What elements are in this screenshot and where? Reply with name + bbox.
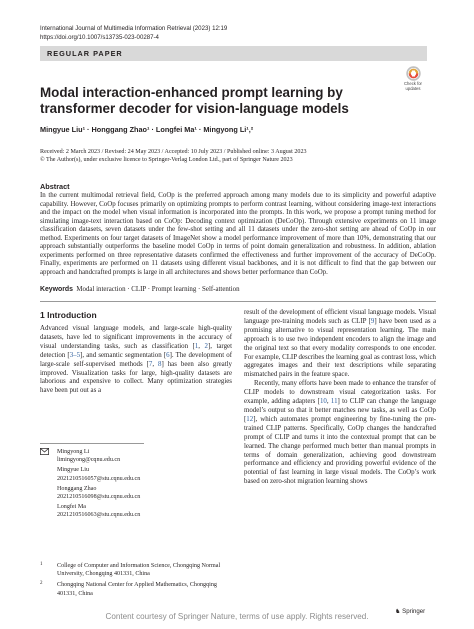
citation-link[interactable]: 11 [330,398,338,406]
badge-line1: Check for [404,81,422,86]
citation-link[interactable]: 2 [204,342,208,350]
author-name: Mingyong Li [57,449,90,455]
citation-link[interactable]: 3–5 [69,351,81,359]
footnote-divider [40,443,144,444]
keywords-list: Modal interaction · CLIP · Prompt learning · Self-attention [76,286,240,293]
abstract-text: In the current multimodal retrieval field, CoOp is the preferred approach among many models due to its simplicity and powerful adaptive capability. However, CoOp focuses primarily on optimizing prompts to perform contrast learning, without considering image-text interactions and the impact on the model when visual information is incorporated into the prompts. In this work, we propose a prompt tuning method for simulating image-text interaction based on CoOp: Decoding context optimization (DeCoOp). Through extensive experiments on 11 image classification datasets, seven datasets under the few-shot setting and all 11 datasets under the zero-shot setting are ahead of CoOp in our method. Experiments on four target datasets of ImageNet show a model performance improvement of more than 10%, demonstrating that our approach substantially outperforms the baseline model CoOp in terms of point domain generalization and robustness. In addition, ablation experiments performed on three representative datasets confirmed the effectiveness and further improvement of the accuracy of DeCoOp. Finally, experiments are performed on 11 datasets using different visual backbones, and it is not difficult to find that the gap between our approach and handcrafted prompts is large in all architectures and shows better performance than CoOp. [40,192,436,276]
journal-citation: International Journal of Multimedia Information Retrieval (2023) 12:19 [40,25,228,32]
history-dates: Received: 2 March 2023 / Revised: 24 May 2023 / Accepted: 10 July 2023 / Published online: 3 August 2023 [40,149,307,155]
intro-paragraph-1: Advanced visual language models, and large-scale high-quality datasets, have led to significant improvements in the accuracy of visual understanding tasks, such as classification [1, 2], target detection [3–5], and semantic segmentation [6]. The development of large-scale self-supervised methods [7, 8] has been also greatly improved. Visualization tasks for large, high-quality datasets are laborious and expensive to collect. Many optimization strategies have been put out as a [40,325,233,395]
author-email[interactable]: 2021210516063@stu.cqnu.edu.cn [57,512,141,519]
affiliation-text: Chongqing National Center for Applied Mathematics, Chongqing 401331, China [57,582,217,597]
article-type-banner: REGULAR PAPER [40,46,427,61]
publisher-name: Springer [402,608,426,615]
author-name: Longfei Ma [57,504,86,511]
affiliation-number: 2 [40,581,43,587]
abstract-heading: Abstract [40,182,70,191]
author-email[interactable]: 2021210516098@stu.cqnu.edu.cn [57,494,141,501]
citation-link[interactable]: 1 [194,342,199,350]
author-name: Mingyue Liu [57,467,89,474]
left-column [40,325,232,396]
citation-link[interactable]: 7 [148,360,153,368]
citation-link[interactable]: 10 [319,398,327,406]
affiliation-item [40,581,232,597]
citation-link[interactable]: 9 [370,317,375,325]
envelope-icon [40,448,49,455]
section-heading-introduction: 1 Introduction [40,310,97,320]
intro-paragraph-1-cont: result of the development of efficient visual language models. Visual language pre-training models such as CLIP [9] have been used as a promising alternative to visual representation learning. The main approach is to use two independent encoders to align the image and the original text so that every modality corresponds to one encoder. For example, CLIP describes the learning goal as contrast loss, which aggregates images and their text descriptions while separating mismatched pairs in the feature space. [244,309,437,379]
author-email[interactable]: 2021210516057@stu.cqnu.edu.cn [57,475,141,482]
courtesy-watermark: Content courtesy of Springer Nature, terms of use apply. Rights reserved. [105,612,369,621]
affiliations [40,562,232,601]
doi-link[interactable]: https://doi.org/10.1007/s13735-023-00287-4 [40,33,159,41]
journal-header [40,25,227,42]
affiliation-item [40,562,232,578]
affiliation-text: College of Computer and Information Science, Chongqing Normal University, Chongqing 401331, China [57,563,221,578]
check-for-updates-badge[interactable] [399,66,427,92]
citation-link[interactable]: 6 [166,351,170,359]
section-divider [40,301,436,302]
citation-link[interactable]: 8 [158,360,162,368]
correspondence-entry [57,503,237,519]
author-name: Honggang Zhao [57,485,97,492]
correspondence-list [57,448,237,522]
intro-paragraph-2: Recently, many efforts have been made to enhance the transfer of CLIP models to downstream visual categorization tasks. For example, adding adapters [10, 11] to CLIP can change the language model’s output so that it better matches new tasks, as well as CoOp [12], which automates prompt engineering by fine-tuning the pre-trained CLIP patterns. Specifically, CoOp changes the handcrafted prompt of CLIP and turns it into the contextual prompt that can be learned. The change performed much better than manual prompts in terms of domain generalization, achieving good downstream performance and efficiency and providing powerful evidence of the potential of fast learning in large visual models. The CoOp’s work based on zero-shot migration learning shows [244,380,437,486]
correspondence-entry [57,485,237,501]
affiliation-number: 1 [40,562,43,567]
citation-link[interactable]: 12 [246,415,254,423]
author-email[interactable]: limingyong@cqnu.edu.cn [57,457,121,464]
keywords [40,286,240,293]
keywords-label: Keywords [40,286,73,293]
author-list[interactable]: Mingyue Liu¹ · Honggang Zhao¹ · Longfei Ma¹ · Mingyong Li¹,² [40,125,254,134]
copyright-line: © The Author(s), under exclusive licence to Springer-Verlag London Ltd., part of Springer Nature 2023 [40,157,293,164]
publication-dates [40,148,307,165]
paper-title: Modal interaction-enhanced prompt learning by transformer decoder for vision-language models [40,85,349,116]
springer-horse-icon: ♞ [395,608,401,615]
badge-line2: updates [405,85,421,91]
correspondence-entry [57,466,237,482]
right-column [244,309,436,487]
check-updates-icon [406,66,421,81]
correspondence-entry [57,448,237,464]
